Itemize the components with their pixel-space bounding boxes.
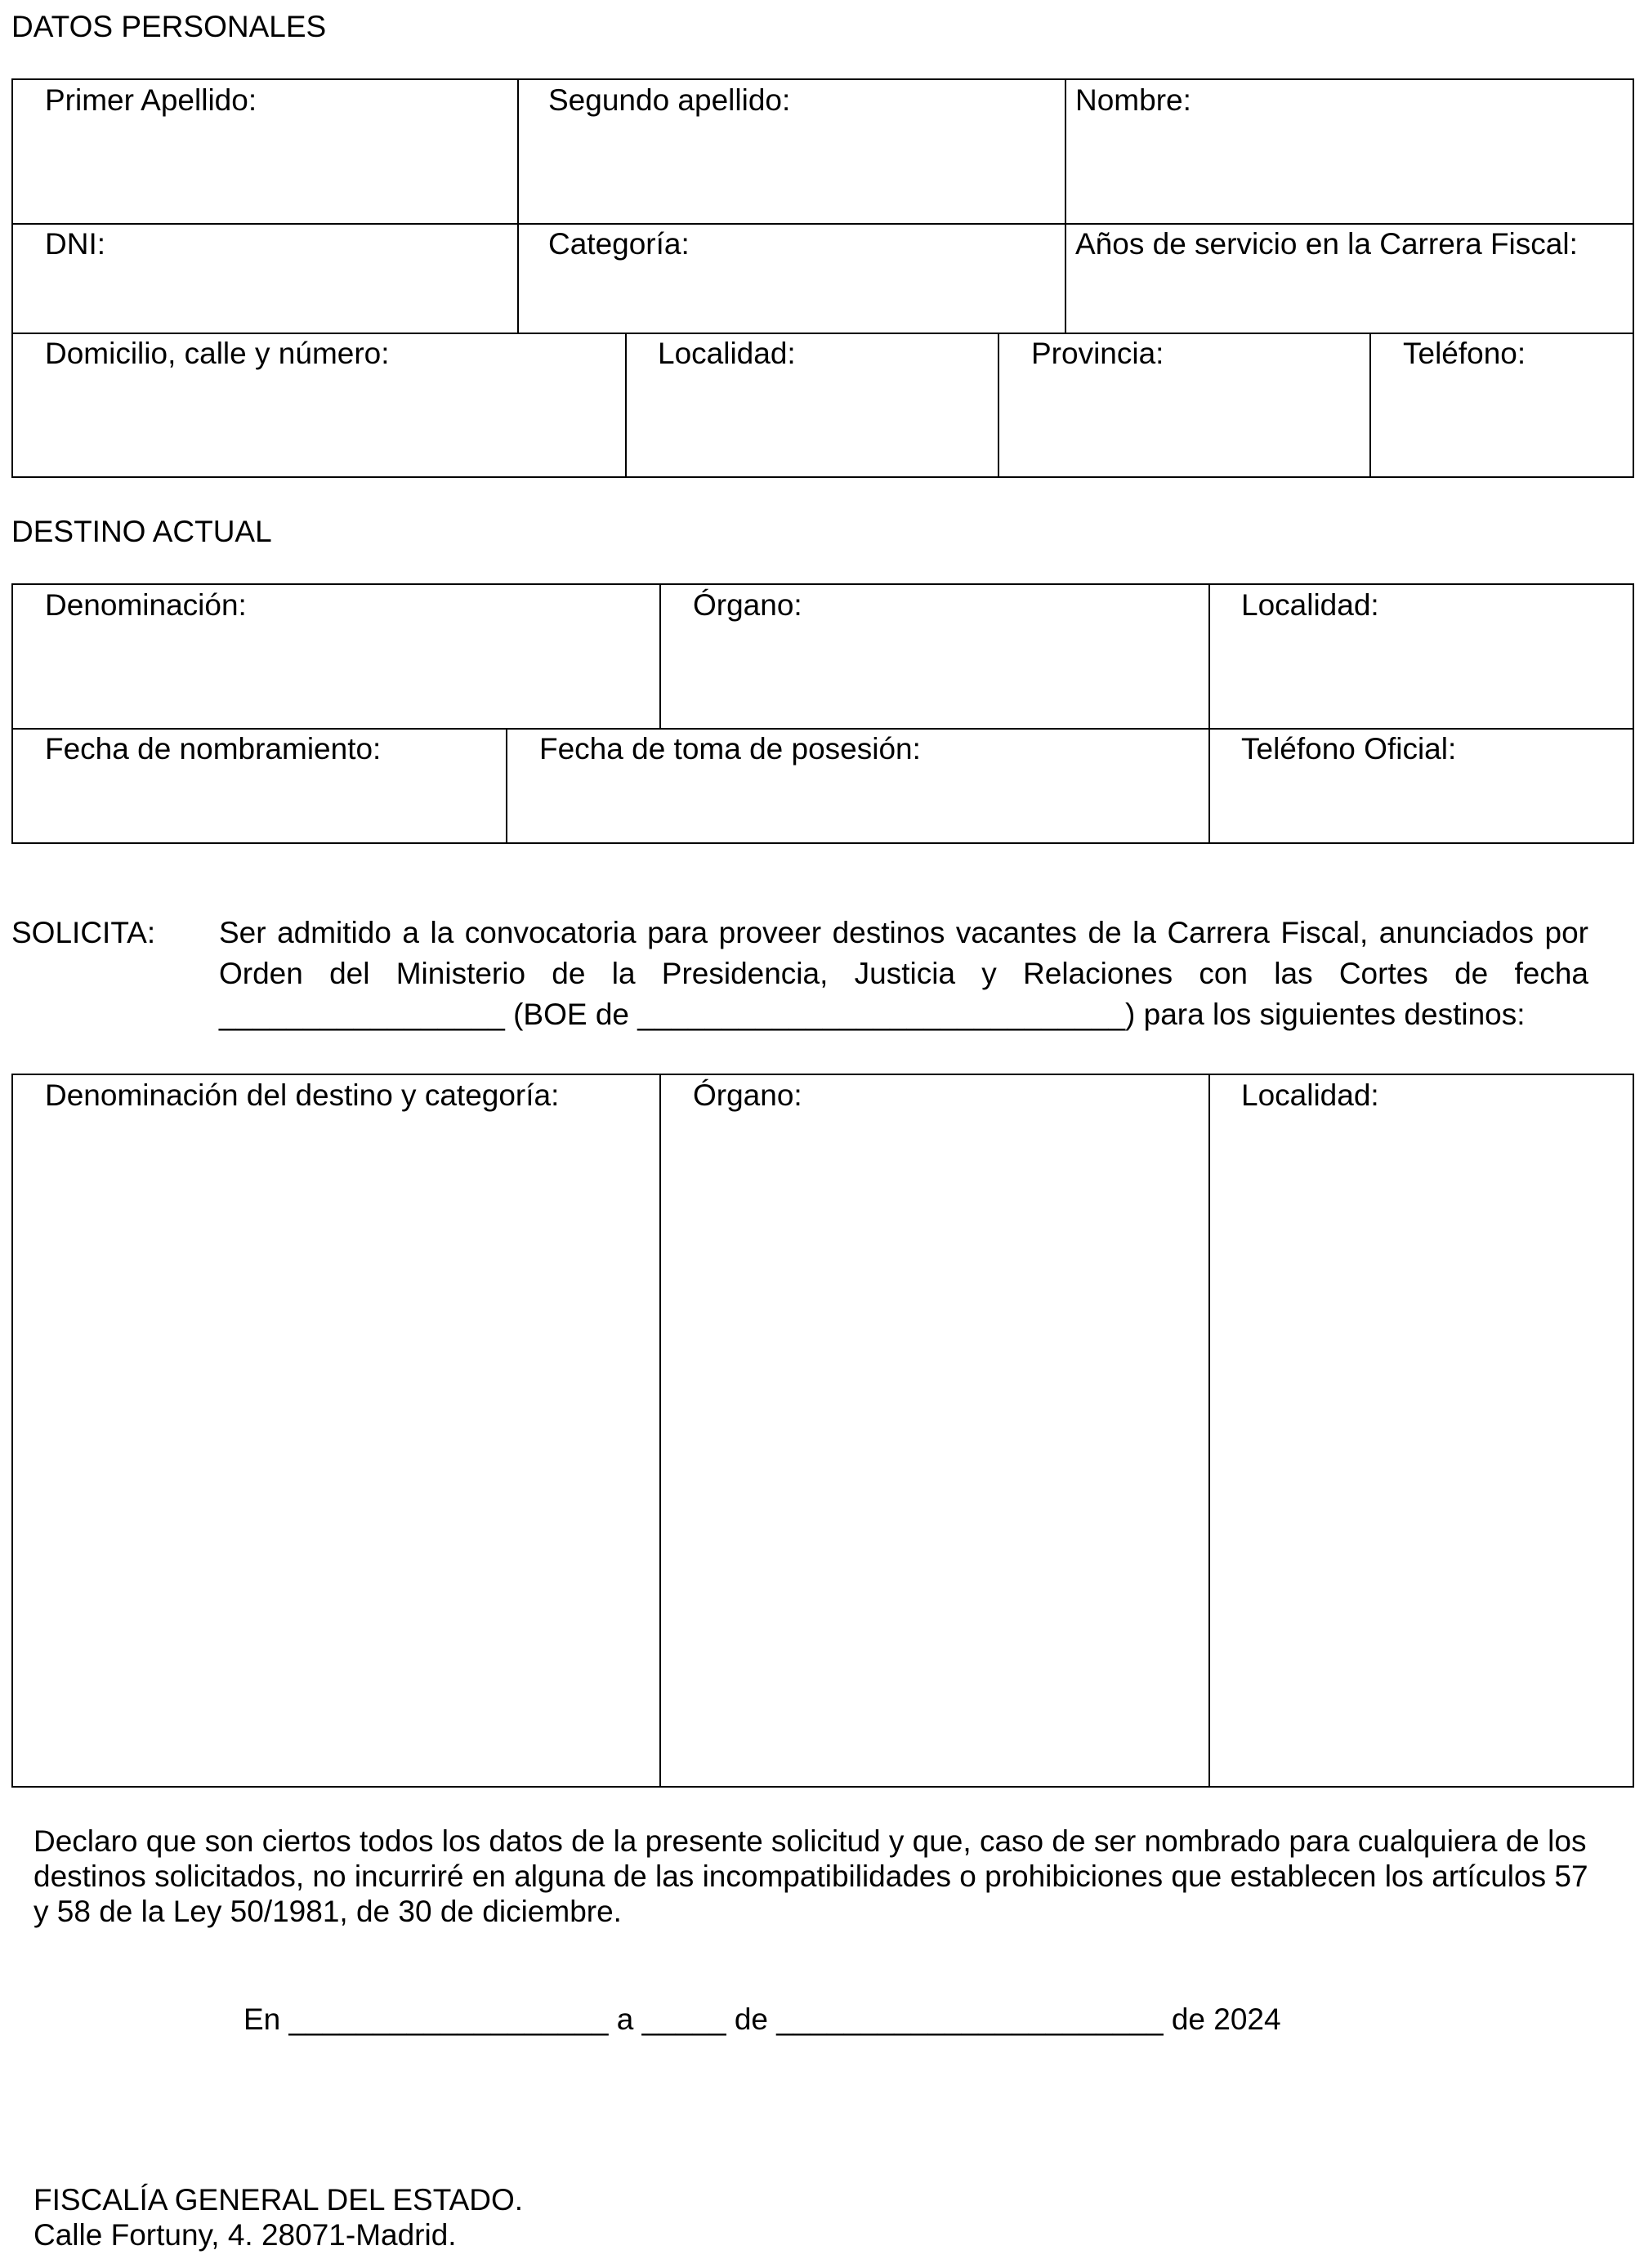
col-divider <box>1208 1075 1210 1786</box>
row-divider <box>13 223 1633 225</box>
row-divider <box>13 728 1633 730</box>
datos-personales-table <box>11 78 1634 478</box>
organo-field[interactable]: Órgano: <box>693 588 802 622</box>
telefono-field[interactable]: Teléfono: <box>1403 337 1526 370</box>
provincia-field[interactable]: Provincia: <box>1031 337 1164 370</box>
declaracion-line-2: destinos solicitados, no incurriré en alguna de las incompatibilidades o prohibiciones que establecen los artículos 57 <box>34 1859 1588 1893</box>
section-heading-destino-actual: DESTINO ACTUAL <box>11 515 272 548</box>
anos-servicio-field[interactable]: Años de servicio en la Carrera Fiscal: <box>1075 227 1578 261</box>
domicilio-field[interactable]: Domicilio, calle y número: <box>45 337 390 370</box>
declaracion-line-1: Declaro que son ciertos todos los datos de la presente solicitud y que, caso de ser nombrado para cualquiera de los <box>34 1824 1587 1858</box>
footer-direccion: Calle Fortuny, 4. 28071-Madrid. <box>34 2218 457 2252</box>
section-heading-datos-personales: DATOS PERSONALES <box>11 10 327 43</box>
organo-destino-field[interactable]: Órgano: <box>693 1078 802 1112</box>
dni-field[interactable]: DNI: <box>45 227 105 261</box>
col-divider <box>998 333 999 476</box>
col-divider <box>1065 80 1066 334</box>
denominacion-field[interactable]: Denominación: <box>45 588 247 622</box>
destinos-solicitados-table <box>11 1074 1634 1788</box>
col-divider <box>517 80 519 334</box>
localidad-destino-field[interactable]: Localidad: <box>1241 588 1379 622</box>
destino-actual-table <box>11 583 1634 844</box>
categoria-field[interactable]: Categoría: <box>548 227 690 261</box>
fecha-nombramiento-field[interactable]: Fecha de nombramiento: <box>45 732 382 766</box>
fecha-firma-line[interactable]: En ___________________ a _____ de _______________________ de 2024 <box>243 2002 1281 2036</box>
denominacion-destino-field[interactable]: Denominación del destino y categoría: <box>45 1078 560 1112</box>
solicita-label: SOLICITA: <box>11 916 156 949</box>
col-divider <box>625 333 627 476</box>
solicita-line-3: _________________ (BOE de _____________________________) para los siguientes destinos: <box>219 998 1526 1031</box>
col-divider <box>1369 333 1371 476</box>
row-divider <box>13 333 1633 334</box>
col-divider <box>506 728 507 842</box>
declaracion-paragraph <box>34 1824 1610 1929</box>
declaracion-line-3: y 58 de la Ley 50/1981, de 30 de diciembre. <box>34 1895 622 1928</box>
solicita-line-2: Orden del Ministerio de la Presidencia, Justicia y Relaciones con las Cortes de fecha <box>219 957 1588 990</box>
nombre-field[interactable]: Nombre: <box>1075 83 1191 117</box>
primer-apellido-field[interactable]: Primer Apellido: <box>45 83 257 117</box>
col-divider <box>1208 585 1210 842</box>
solicita-line-1: Ser admitido a la convocatoria para proveer destinos vacantes de la Carrera Fiscal, anunciados por <box>219 916 1588 949</box>
footer-organismo: FISCALÍA GENERAL DEL ESTADO. <box>34 2183 524 2217</box>
localidad-field[interactable]: Localidad: <box>658 337 796 370</box>
col-divider <box>659 1075 661 1786</box>
fecha-posesion-field[interactable]: Fecha de toma de posesión: <box>539 732 921 766</box>
segundo-apellido-field[interactable]: Segundo apellido: <box>548 83 791 117</box>
localidad-destinos-field[interactable]: Localidad: <box>1241 1078 1379 1112</box>
telefono-oficial-field[interactable]: Teléfono Oficial: <box>1241 732 1457 766</box>
col-divider <box>659 585 661 730</box>
